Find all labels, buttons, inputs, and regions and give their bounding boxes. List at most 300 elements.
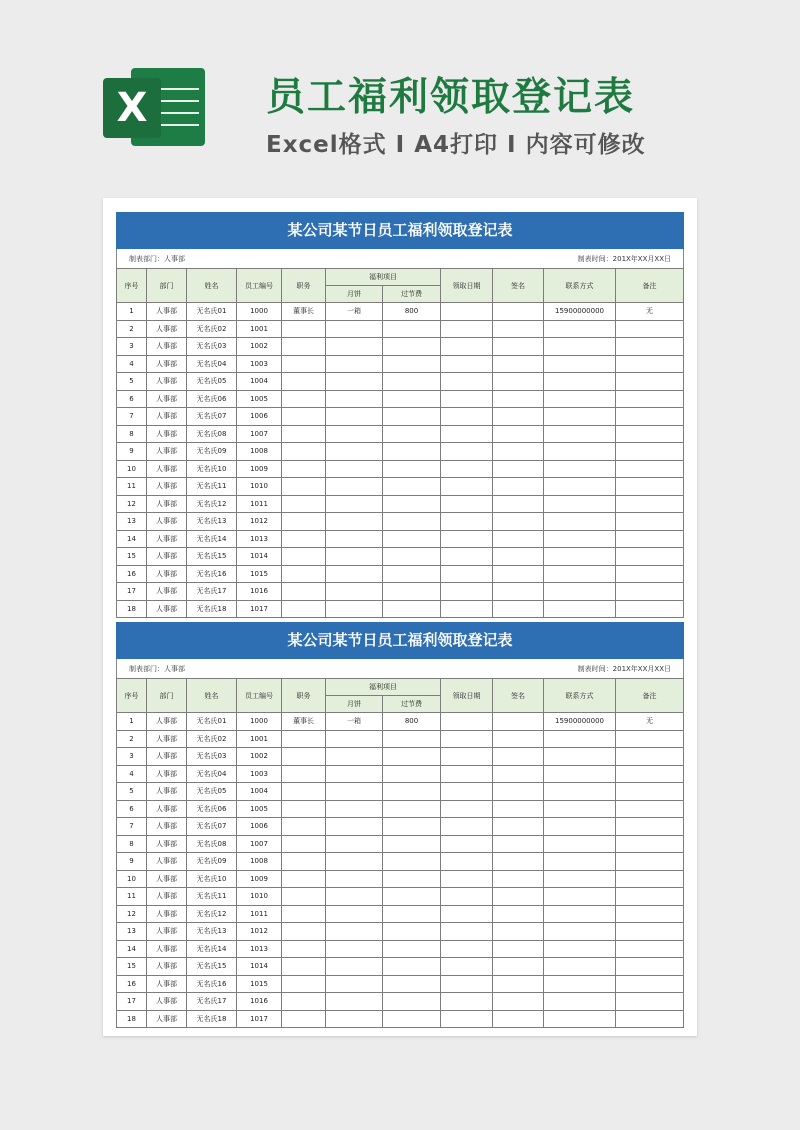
table-cell[interactable] bbox=[441, 530, 493, 548]
table-cell[interactable] bbox=[383, 373, 441, 391]
table-cell[interactable]: 13 bbox=[117, 923, 147, 941]
table-cell[interactable] bbox=[326, 460, 383, 478]
table-cell[interactable] bbox=[282, 923, 326, 941]
table-cell[interactable] bbox=[326, 530, 383, 548]
table-cell[interactable]: 8 bbox=[117, 425, 147, 443]
table-cell[interactable] bbox=[441, 583, 493, 601]
table-cell[interactable]: 2 bbox=[117, 730, 147, 748]
table-cell[interactable]: 1016 bbox=[237, 993, 282, 1011]
table-cell[interactable]: 8 bbox=[117, 835, 147, 853]
table-cell[interactable]: 16 bbox=[117, 975, 147, 993]
table-cell[interactable] bbox=[441, 835, 493, 853]
table-cell[interactable] bbox=[616, 748, 684, 766]
table-cell[interactable] bbox=[282, 783, 326, 801]
table-cell[interactable]: 1011 bbox=[237, 495, 282, 513]
table-cell[interactable] bbox=[383, 783, 441, 801]
table-cell[interactable]: 人事部 bbox=[147, 320, 187, 338]
table-cell[interactable] bbox=[493, 975, 544, 993]
table-cell[interactable]: 1009 bbox=[237, 460, 282, 478]
table-cell[interactable]: 无名氏13 bbox=[187, 513, 237, 531]
table-cell[interactable]: 11 bbox=[117, 478, 147, 496]
table-cell[interactable] bbox=[326, 373, 383, 391]
table-cell[interactable]: 1007 bbox=[237, 425, 282, 443]
table-cell[interactable] bbox=[383, 495, 441, 513]
table-cell[interactable]: 1000 bbox=[237, 303, 282, 321]
table-cell[interactable] bbox=[616, 373, 684, 391]
table-cell[interactable] bbox=[441, 338, 493, 356]
table-cell[interactable] bbox=[616, 888, 684, 906]
table-cell[interactable]: 1007 bbox=[237, 835, 282, 853]
table-cell[interactable]: 无名氏18 bbox=[187, 600, 237, 618]
table-cell[interactable] bbox=[616, 355, 684, 373]
table-cell[interactable]: 1004 bbox=[237, 373, 282, 391]
table-cell[interactable] bbox=[544, 338, 616, 356]
table-cell[interactable]: 1004 bbox=[237, 783, 282, 801]
table-cell[interactable]: 1005 bbox=[237, 390, 282, 408]
table-cell[interactable]: 人事部 bbox=[147, 940, 187, 958]
table-cell[interactable]: 人事部 bbox=[147, 373, 187, 391]
table-cell[interactable] bbox=[326, 993, 383, 1011]
table-cell[interactable]: 1013 bbox=[237, 530, 282, 548]
table-cell[interactable]: 1015 bbox=[237, 975, 282, 993]
table-cell[interactable]: 无名氏03 bbox=[187, 338, 237, 356]
table-cell[interactable] bbox=[544, 835, 616, 853]
table-cell[interactable]: 人事部 bbox=[147, 338, 187, 356]
table-cell[interactable] bbox=[282, 495, 326, 513]
table-cell[interactable] bbox=[383, 338, 441, 356]
table-cell[interactable] bbox=[383, 975, 441, 993]
table-cell[interactable] bbox=[383, 320, 441, 338]
table-cell[interactable] bbox=[616, 975, 684, 993]
table-cell[interactable]: 无名氏16 bbox=[187, 975, 237, 993]
table-cell[interactable]: 1003 bbox=[237, 765, 282, 783]
table-cell[interactable] bbox=[493, 443, 544, 461]
table-cell[interactable] bbox=[493, 355, 544, 373]
table-cell[interactable]: 5 bbox=[117, 373, 147, 391]
table-cell[interactable] bbox=[326, 583, 383, 601]
table-cell[interactable]: 1001 bbox=[237, 320, 282, 338]
table-cell[interactable] bbox=[441, 478, 493, 496]
table-cell[interactable] bbox=[441, 320, 493, 338]
table-cell[interactable]: 15 bbox=[117, 958, 147, 976]
table-cell[interactable] bbox=[544, 870, 616, 888]
table-cell[interactable]: 无名氏06 bbox=[187, 800, 237, 818]
table-cell[interactable]: 无名氏16 bbox=[187, 565, 237, 583]
table-cell[interactable] bbox=[326, 478, 383, 496]
table-cell[interactable]: 无名氏15 bbox=[187, 548, 237, 566]
table-cell[interactable] bbox=[326, 390, 383, 408]
table-cell[interactable] bbox=[282, 993, 326, 1011]
table-cell[interactable] bbox=[493, 870, 544, 888]
table-cell[interactable]: 1011 bbox=[237, 905, 282, 923]
table-cell[interactable]: 人事部 bbox=[147, 460, 187, 478]
table-cell[interactable] bbox=[493, 600, 544, 618]
table-cell[interactable] bbox=[493, 373, 544, 391]
table-cell[interactable] bbox=[383, 993, 441, 1011]
table-cell[interactable] bbox=[616, 905, 684, 923]
table-cell[interactable]: 人事部 bbox=[147, 783, 187, 801]
table-cell[interactable]: 12 bbox=[117, 495, 147, 513]
table-cell[interactable]: 无名氏17 bbox=[187, 583, 237, 601]
table-cell[interactable]: 18 bbox=[117, 600, 147, 618]
table-cell[interactable]: 13 bbox=[117, 513, 147, 531]
table-cell[interactable]: 人事部 bbox=[147, 530, 187, 548]
table-cell[interactable]: 无名氏02 bbox=[187, 730, 237, 748]
table-cell[interactable] bbox=[544, 600, 616, 618]
table-cell[interactable] bbox=[383, 888, 441, 906]
table-cell[interactable]: 1003 bbox=[237, 355, 282, 373]
table-cell[interactable]: 1017 bbox=[237, 600, 282, 618]
table-cell[interactable] bbox=[441, 355, 493, 373]
table-cell[interactable] bbox=[383, 565, 441, 583]
table-cell[interactable] bbox=[493, 713, 544, 731]
table-cell[interactable] bbox=[493, 765, 544, 783]
table-cell[interactable] bbox=[616, 853, 684, 871]
table-cell[interactable] bbox=[282, 320, 326, 338]
table-cell[interactable] bbox=[441, 783, 493, 801]
table-cell[interactable] bbox=[616, 425, 684, 443]
table-cell[interactable] bbox=[544, 783, 616, 801]
table-cell[interactable]: 人事部 bbox=[147, 303, 187, 321]
table-cell[interactable]: 800 bbox=[383, 713, 441, 731]
table-cell[interactable] bbox=[326, 730, 383, 748]
table-cell[interactable]: 11 bbox=[117, 888, 147, 906]
table-cell[interactable]: 人事部 bbox=[147, 888, 187, 906]
table-cell[interactable] bbox=[441, 303, 493, 321]
table-cell[interactable]: 董事长 bbox=[282, 303, 326, 321]
table-cell[interactable] bbox=[441, 600, 493, 618]
table-cell[interactable] bbox=[441, 495, 493, 513]
table-cell[interactable] bbox=[616, 800, 684, 818]
table-cell[interactable] bbox=[544, 993, 616, 1011]
table-cell[interactable] bbox=[616, 320, 684, 338]
table-cell[interactable] bbox=[544, 940, 616, 958]
table-cell[interactable]: 4 bbox=[117, 355, 147, 373]
table-cell[interactable]: 无名氏05 bbox=[187, 783, 237, 801]
table-cell[interactable]: 董事长 bbox=[282, 713, 326, 731]
table-cell[interactable] bbox=[326, 800, 383, 818]
table-cell[interactable] bbox=[616, 408, 684, 426]
table-cell[interactable] bbox=[326, 835, 383, 853]
table-cell[interactable] bbox=[493, 958, 544, 976]
table-cell[interactable] bbox=[616, 460, 684, 478]
table-cell[interactable] bbox=[282, 765, 326, 783]
table-cell[interactable] bbox=[441, 565, 493, 583]
table-cell[interactable] bbox=[493, 425, 544, 443]
table-cell[interactable]: 无名氏10 bbox=[187, 460, 237, 478]
table-cell[interactable]: 一箱 bbox=[326, 713, 383, 731]
table-cell[interactable] bbox=[544, 1010, 616, 1028]
table-cell[interactable] bbox=[544, 565, 616, 583]
table-cell[interactable] bbox=[544, 958, 616, 976]
table-cell[interactable] bbox=[441, 425, 493, 443]
table-cell[interactable]: 人事部 bbox=[147, 565, 187, 583]
table-cell[interactable] bbox=[326, 870, 383, 888]
table-cell[interactable] bbox=[544, 730, 616, 748]
table-cell[interactable] bbox=[544, 583, 616, 601]
table-cell[interactable] bbox=[616, 495, 684, 513]
table-cell[interactable] bbox=[383, 460, 441, 478]
table-cell[interactable] bbox=[441, 408, 493, 426]
table-cell[interactable]: 人事部 bbox=[147, 425, 187, 443]
table-cell[interactable] bbox=[326, 905, 383, 923]
table-cell[interactable]: 无名氏12 bbox=[187, 495, 237, 513]
table-cell[interactable] bbox=[441, 975, 493, 993]
table-cell[interactable] bbox=[493, 565, 544, 583]
table-cell[interactable]: 无名氏03 bbox=[187, 748, 237, 766]
table-cell[interactable] bbox=[282, 905, 326, 923]
table-cell[interactable]: 无名氏09 bbox=[187, 443, 237, 461]
table-cell[interactable] bbox=[493, 495, 544, 513]
table-cell[interactable] bbox=[383, 905, 441, 923]
table-cell[interactable] bbox=[383, 765, 441, 783]
table-cell[interactable]: 人事部 bbox=[147, 905, 187, 923]
table-cell[interactable] bbox=[383, 870, 441, 888]
table-cell[interactable]: 7 bbox=[117, 818, 147, 836]
table-cell[interactable] bbox=[282, 443, 326, 461]
table-cell[interactable] bbox=[383, 835, 441, 853]
table-cell[interactable] bbox=[441, 548, 493, 566]
table-cell[interactable] bbox=[441, 993, 493, 1011]
table-cell[interactable] bbox=[282, 338, 326, 356]
table-cell[interactable]: 人事部 bbox=[147, 835, 187, 853]
table-cell[interactable] bbox=[493, 800, 544, 818]
table-cell[interactable] bbox=[544, 408, 616, 426]
table-cell[interactable]: 无名氏04 bbox=[187, 765, 237, 783]
table-cell[interactable]: 人事部 bbox=[147, 600, 187, 618]
table-cell[interactable] bbox=[493, 835, 544, 853]
table-cell[interactable]: 人事部 bbox=[147, 355, 187, 373]
table-cell[interactable]: 人事部 bbox=[147, 548, 187, 566]
table-cell[interactable] bbox=[441, 818, 493, 836]
table-cell[interactable] bbox=[493, 390, 544, 408]
table-cell[interactable]: 人事部 bbox=[147, 853, 187, 871]
table-cell[interactable] bbox=[282, 940, 326, 958]
table-cell[interactable]: 4 bbox=[117, 765, 147, 783]
table-cell[interactable] bbox=[282, 530, 326, 548]
table-cell[interactable] bbox=[383, 853, 441, 871]
table-cell[interactable] bbox=[282, 730, 326, 748]
table-cell[interactable]: 无名氏07 bbox=[187, 818, 237, 836]
table-cell[interactable] bbox=[616, 818, 684, 836]
table-cell[interactable] bbox=[282, 888, 326, 906]
table-cell[interactable] bbox=[383, 548, 441, 566]
table-cell[interactable] bbox=[383, 1010, 441, 1028]
table-cell[interactable]: 1012 bbox=[237, 923, 282, 941]
table-cell[interactable] bbox=[493, 905, 544, 923]
table-cell[interactable] bbox=[383, 478, 441, 496]
table-cell[interactable]: 1000 bbox=[237, 713, 282, 731]
table-cell[interactable] bbox=[493, 923, 544, 941]
table-cell[interactable] bbox=[493, 478, 544, 496]
table-cell[interactable] bbox=[544, 748, 616, 766]
table-cell[interactable] bbox=[544, 513, 616, 531]
table-cell[interactable]: 无名氏08 bbox=[187, 425, 237, 443]
table-cell[interactable] bbox=[282, 870, 326, 888]
table-cell[interactable] bbox=[441, 800, 493, 818]
table-cell[interactable] bbox=[616, 338, 684, 356]
table-cell[interactable] bbox=[616, 600, 684, 618]
table-cell[interactable] bbox=[326, 783, 383, 801]
table-cell[interactable] bbox=[441, 958, 493, 976]
table-cell[interactable]: 无名氏18 bbox=[187, 1010, 237, 1028]
table-cell[interactable]: 无名氏05 bbox=[187, 373, 237, 391]
table-cell[interactable] bbox=[441, 713, 493, 731]
table-cell[interactable] bbox=[441, 730, 493, 748]
table-cell[interactable] bbox=[383, 748, 441, 766]
table-cell[interactable] bbox=[493, 818, 544, 836]
table-cell[interactable]: 人事部 bbox=[147, 730, 187, 748]
table-cell[interactable]: 1008 bbox=[237, 853, 282, 871]
table-cell[interactable] bbox=[326, 818, 383, 836]
table-cell[interactable]: 人事部 bbox=[147, 1010, 187, 1028]
table-cell[interactable]: 无名氏10 bbox=[187, 870, 237, 888]
table-cell[interactable] bbox=[493, 583, 544, 601]
table-cell[interactable] bbox=[326, 408, 383, 426]
table-cell[interactable] bbox=[544, 905, 616, 923]
table-cell[interactable] bbox=[441, 870, 493, 888]
table-cell[interactable] bbox=[282, 373, 326, 391]
table-cell[interactable] bbox=[383, 940, 441, 958]
table-cell[interactable]: 1010 bbox=[237, 888, 282, 906]
table-cell[interactable] bbox=[326, 888, 383, 906]
table-cell[interactable]: 18 bbox=[117, 1010, 147, 1028]
table-cell[interactable]: 无名氏09 bbox=[187, 853, 237, 871]
table-cell[interactable]: 1005 bbox=[237, 800, 282, 818]
table-cell[interactable]: 无名氏11 bbox=[187, 478, 237, 496]
table-cell[interactable]: 10 bbox=[117, 460, 147, 478]
table-cell[interactable] bbox=[326, 425, 383, 443]
table-cell[interactable] bbox=[383, 443, 441, 461]
table-cell[interactable] bbox=[544, 495, 616, 513]
table-cell[interactable]: 2 bbox=[117, 320, 147, 338]
table-cell[interactable] bbox=[493, 530, 544, 548]
table-cell[interactable] bbox=[493, 783, 544, 801]
table-cell[interactable]: 无名氏14 bbox=[187, 940, 237, 958]
table-cell[interactable]: 人事部 bbox=[147, 800, 187, 818]
table-cell[interactable]: 人事部 bbox=[147, 923, 187, 941]
table-cell[interactable]: 15900000000 bbox=[544, 303, 616, 321]
table-cell[interactable] bbox=[544, 355, 616, 373]
table-cell[interactable] bbox=[544, 800, 616, 818]
table-cell[interactable] bbox=[441, 905, 493, 923]
table-cell[interactable]: 无名氏14 bbox=[187, 530, 237, 548]
table-cell[interactable] bbox=[493, 748, 544, 766]
table-cell[interactable] bbox=[282, 853, 326, 871]
table-cell[interactable] bbox=[282, 748, 326, 766]
table-cell[interactable] bbox=[493, 1010, 544, 1028]
table-cell[interactable] bbox=[282, 818, 326, 836]
table-cell[interactable] bbox=[282, 513, 326, 531]
table-cell[interactable]: 14 bbox=[117, 530, 147, 548]
table-cell[interactable] bbox=[282, 835, 326, 853]
table-cell[interactable]: 1016 bbox=[237, 583, 282, 601]
table-cell[interactable] bbox=[282, 565, 326, 583]
table-cell[interactable]: 9 bbox=[117, 853, 147, 871]
table-cell[interactable] bbox=[544, 373, 616, 391]
table-cell[interactable]: 无名氏04 bbox=[187, 355, 237, 373]
table-cell[interactable]: 16 bbox=[117, 565, 147, 583]
table-cell[interactable] bbox=[544, 548, 616, 566]
table-cell[interactable] bbox=[326, 975, 383, 993]
table-cell[interactable] bbox=[616, 730, 684, 748]
table-cell[interactable]: 人事部 bbox=[147, 390, 187, 408]
table-cell[interactable] bbox=[282, 408, 326, 426]
table-cell[interactable] bbox=[493, 303, 544, 321]
table-cell[interactable] bbox=[282, 583, 326, 601]
table-cell[interactable] bbox=[383, 355, 441, 373]
table-cell[interactable]: 无名氏01 bbox=[187, 303, 237, 321]
table-cell[interactable] bbox=[383, 923, 441, 941]
table-cell[interactable] bbox=[493, 548, 544, 566]
table-cell[interactable] bbox=[544, 425, 616, 443]
table-cell[interactable] bbox=[326, 320, 383, 338]
table-cell[interactable]: 无 bbox=[616, 303, 684, 321]
table-cell[interactable]: 无名氏12 bbox=[187, 905, 237, 923]
table-cell[interactable] bbox=[282, 975, 326, 993]
table-cell[interactable] bbox=[326, 548, 383, 566]
table-cell[interactable] bbox=[383, 408, 441, 426]
table-cell[interactable] bbox=[282, 800, 326, 818]
table-cell[interactable] bbox=[282, 460, 326, 478]
table-cell[interactable] bbox=[282, 425, 326, 443]
table-cell[interactable] bbox=[493, 993, 544, 1011]
table-cell[interactable] bbox=[326, 940, 383, 958]
table-cell[interactable]: 人事部 bbox=[147, 975, 187, 993]
table-cell[interactable]: 无名氏02 bbox=[187, 320, 237, 338]
table-cell[interactable] bbox=[616, 783, 684, 801]
table-cell[interactable] bbox=[326, 600, 383, 618]
table-cell[interactable]: 人事部 bbox=[147, 443, 187, 461]
table-cell[interactable]: 无名氏08 bbox=[187, 835, 237, 853]
table-cell[interactable] bbox=[616, 583, 684, 601]
table-cell[interactable] bbox=[493, 730, 544, 748]
table-cell[interactable]: 人事部 bbox=[147, 583, 187, 601]
table-cell[interactable] bbox=[616, 765, 684, 783]
table-cell[interactable] bbox=[616, 940, 684, 958]
table-cell[interactable] bbox=[326, 355, 383, 373]
table-cell[interactable] bbox=[441, 923, 493, 941]
table-cell[interactable] bbox=[616, 835, 684, 853]
table-cell[interactable] bbox=[441, 853, 493, 871]
table-cell[interactable] bbox=[282, 355, 326, 373]
table-cell[interactable] bbox=[441, 888, 493, 906]
table-cell[interactable] bbox=[383, 600, 441, 618]
table-cell[interactable] bbox=[616, 870, 684, 888]
table-cell[interactable]: 1012 bbox=[237, 513, 282, 531]
table-cell[interactable] bbox=[544, 853, 616, 871]
table-cell[interactable] bbox=[282, 390, 326, 408]
table-cell[interactable] bbox=[616, 390, 684, 408]
table-cell[interactable] bbox=[544, 923, 616, 941]
table-cell[interactable] bbox=[326, 923, 383, 941]
table-cell[interactable] bbox=[544, 888, 616, 906]
table-cell[interactable] bbox=[544, 975, 616, 993]
table-cell[interactable] bbox=[326, 495, 383, 513]
table-cell[interactable] bbox=[441, 443, 493, 461]
table-cell[interactable] bbox=[326, 853, 383, 871]
table-cell[interactable]: 无名氏13 bbox=[187, 923, 237, 941]
table-cell[interactable]: 人事部 bbox=[147, 958, 187, 976]
table-cell[interactable]: 人事部 bbox=[147, 408, 187, 426]
table-cell[interactable] bbox=[493, 408, 544, 426]
table-cell[interactable] bbox=[441, 513, 493, 531]
table-cell[interactable]: 5 bbox=[117, 783, 147, 801]
table-cell[interactable]: 人事部 bbox=[147, 748, 187, 766]
table-cell[interactable] bbox=[383, 583, 441, 601]
table-cell[interactable] bbox=[326, 765, 383, 783]
table-cell[interactable] bbox=[616, 565, 684, 583]
